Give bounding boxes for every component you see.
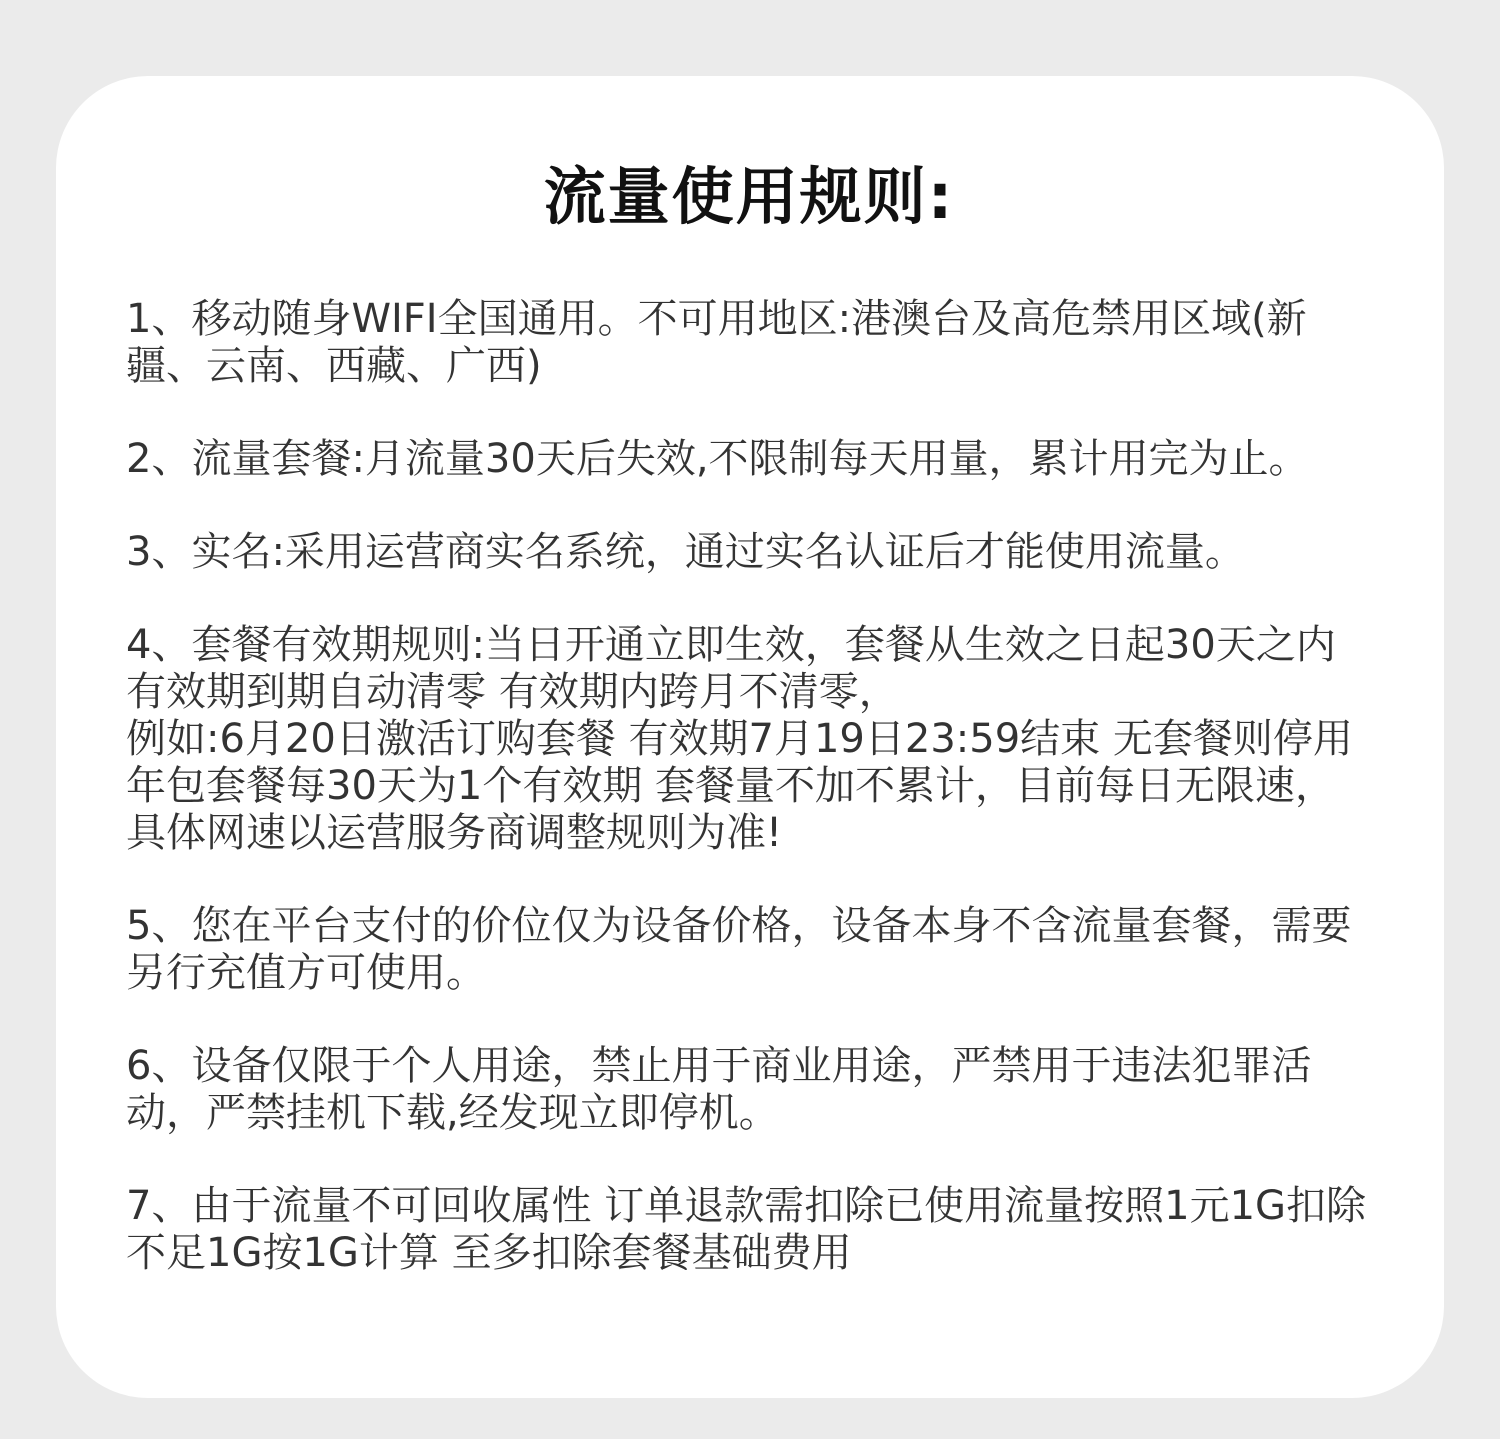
rule-item-7: 7、由于流量不可回收属性 订单退款需扣除已使用流量按照1元1G扣除 不足1G按1G计算 至多扣除套餐基础费用	[126, 1182, 1379, 1276]
rule-item-4: 4、套餐有效期规则:当日开通立即生效，套餐从生效之日起30天之内有效期到期自动清零 有效期内跨月不清零， 例如:6月20日激活订购套餐 有效期7月19日23:59结束 无套餐则停用年包套餐每30天为1个有效期 套餐量不加不累计，目前每日无限速，具体网速以运营服务商调整规则为准!	[126, 621, 1353, 856]
rule-item-2: 2、流量套餐:月流量30天后失效,不限制每天用量，累计用完为止。	[126, 435, 1309, 482]
page-title: 流量使用规则:	[543, 160, 955, 233]
rules-card	[56, 76, 1444, 1398]
rule-item-5: 5、您在平台支付的价位仅为设备价格，设备本身不含流量套餐，需要另行充值方可使用。	[126, 902, 1352, 996]
rule-item-1: 1、移动随身WIFI全国通用。不可用地区:港澳台及高危禁用区域(新疆、云南、西藏、广西)	[126, 295, 1307, 389]
rule-item-6: 6、设备仅限于个人用途，禁止用于商业用途，严禁用于违法犯罪活动，严禁挂机下载,经发现立即停机。	[126, 1042, 1312, 1136]
rules-list	[126, 295, 1379, 1277]
rule-item-3: 3、实名:采用运营商实名系统，通过实名认证后才能使用流量。	[126, 528, 1245, 575]
